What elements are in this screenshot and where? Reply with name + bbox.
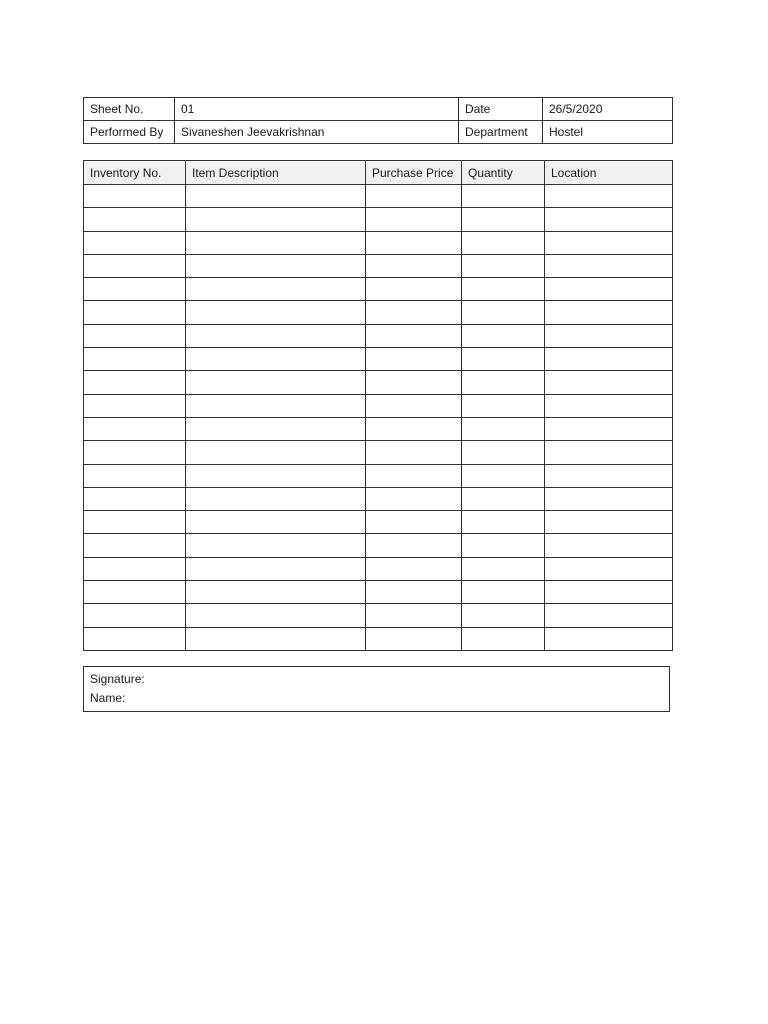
table-cell	[545, 394, 673, 417]
table-cell	[366, 511, 462, 534]
table-cell	[366, 254, 462, 277]
table-cell	[462, 581, 545, 604]
table-cell	[366, 534, 462, 557]
department-value: Hostel	[543, 121, 673, 144]
table-cell	[186, 581, 366, 604]
table-cell	[186, 557, 366, 580]
table-cell	[462, 557, 545, 580]
table-cell	[545, 185, 673, 208]
date-label: Date	[459, 98, 543, 121]
table-cell	[462, 185, 545, 208]
table-cell	[84, 511, 186, 534]
table-cell	[186, 208, 366, 231]
table-cell	[186, 487, 366, 510]
table-row	[84, 464, 673, 487]
table-cell	[462, 231, 545, 254]
table-cell	[462, 627, 545, 650]
table-cell	[84, 627, 186, 650]
table-cell	[366, 464, 462, 487]
table-cell	[366, 627, 462, 650]
table-row	[84, 278, 673, 301]
table-cell	[186, 627, 366, 650]
table-row	[84, 394, 673, 417]
table-cell	[366, 581, 462, 604]
table-cell	[84, 464, 186, 487]
table-cell	[366, 417, 462, 440]
table-cell	[186, 464, 366, 487]
table-cell	[462, 417, 545, 440]
table-cell	[545, 208, 673, 231]
column-header-inventory-no: Inventory No.	[84, 161, 186, 185]
table-cell	[462, 604, 545, 627]
table-row	[84, 371, 673, 394]
table-cell	[186, 534, 366, 557]
table-cell	[462, 348, 545, 371]
table-cell	[186, 604, 366, 627]
table-cell	[186, 301, 366, 324]
table-cell	[545, 627, 673, 650]
table-cell	[545, 324, 673, 347]
table-row	[84, 557, 673, 580]
table-row	[84, 348, 673, 371]
table-cell	[84, 231, 186, 254]
sheet-header-table	[83, 97, 673, 144]
sheet-no-value: 01	[175, 98, 459, 121]
table-cell	[545, 441, 673, 464]
table-cell	[186, 511, 366, 534]
table-cell	[366, 208, 462, 231]
table-cell	[84, 441, 186, 464]
header-row-sheet	[84, 98, 673, 121]
table-cell	[545, 464, 673, 487]
table-cell	[462, 441, 545, 464]
performed-by-value: Sivaneshen Jeevakrishnan	[175, 121, 459, 144]
table-cell	[84, 604, 186, 627]
inventory-body	[84, 185, 673, 651]
table-cell	[462, 371, 545, 394]
table-row	[84, 208, 673, 231]
signature-label: Signature:	[90, 672, 145, 686]
table-cell	[462, 208, 545, 231]
table-cell	[545, 581, 673, 604]
table-cell	[462, 464, 545, 487]
header-row-performed	[84, 121, 673, 144]
table-cell	[84, 487, 186, 510]
table-cell	[84, 557, 186, 580]
table-cell	[84, 534, 186, 557]
table-row	[84, 441, 673, 464]
table-cell	[186, 394, 366, 417]
table-cell	[462, 254, 545, 277]
table-cell	[462, 511, 545, 534]
table-cell	[84, 301, 186, 324]
table-row	[84, 231, 673, 254]
table-cell	[366, 487, 462, 510]
table-cell	[186, 185, 366, 208]
table-row	[84, 511, 673, 534]
table-cell	[84, 394, 186, 417]
table-row	[84, 604, 673, 627]
table-cell	[84, 324, 186, 347]
table-cell	[462, 324, 545, 347]
inventory-header-row	[84, 161, 673, 185]
table-row	[84, 627, 673, 650]
table-cell	[545, 254, 673, 277]
table-cell	[186, 231, 366, 254]
performed-by-label: Performed By	[84, 121, 175, 144]
table-cell	[186, 348, 366, 371]
table-cell	[186, 278, 366, 301]
table-cell	[366, 394, 462, 417]
inventory-table	[83, 160, 673, 651]
table-cell	[545, 301, 673, 324]
table-cell	[545, 604, 673, 627]
table-cell	[186, 371, 366, 394]
table-cell	[462, 301, 545, 324]
table-cell	[186, 417, 366, 440]
table-cell	[366, 348, 462, 371]
table-cell	[366, 604, 462, 627]
table-cell	[84, 417, 186, 440]
table-cell	[366, 557, 462, 580]
table-cell	[366, 371, 462, 394]
column-header-purchase-price: Purchase Price	[366, 161, 462, 185]
table-row	[84, 254, 673, 277]
column-header-location: Location	[545, 161, 673, 185]
table-row	[84, 185, 673, 208]
table-cell	[462, 487, 545, 510]
table-cell	[545, 231, 673, 254]
table-cell	[545, 511, 673, 534]
table-cell	[186, 324, 366, 347]
table-cell	[462, 394, 545, 417]
name-label: Name:	[90, 691, 126, 705]
table-cell	[84, 581, 186, 604]
table-cell	[84, 278, 186, 301]
table-cell	[366, 324, 462, 347]
table-row	[84, 417, 673, 440]
table-cell	[545, 487, 673, 510]
table-cell	[84, 208, 186, 231]
signature-box	[83, 666, 670, 712]
department-label: Department	[459, 121, 543, 144]
table-row	[84, 581, 673, 604]
table-cell	[545, 557, 673, 580]
table-row	[84, 324, 673, 347]
table-cell	[545, 348, 673, 371]
table-row	[84, 301, 673, 324]
sheet-no-label: Sheet No.	[84, 98, 175, 121]
table-cell	[366, 301, 462, 324]
table-cell	[84, 254, 186, 277]
table-cell	[84, 348, 186, 371]
table-row	[84, 487, 673, 510]
table-cell	[462, 534, 545, 557]
table-cell	[366, 231, 462, 254]
table-cell	[366, 441, 462, 464]
table-cell	[545, 534, 673, 557]
column-header-quantity: Quantity	[462, 161, 545, 185]
table-cell	[366, 278, 462, 301]
date-value: 26/5/2020	[543, 98, 673, 121]
table-row	[84, 534, 673, 557]
table-cell	[545, 417, 673, 440]
table-cell	[545, 278, 673, 301]
table-cell	[84, 371, 186, 394]
table-cell	[186, 254, 366, 277]
column-header-item-description: Item Description	[186, 161, 366, 185]
table-cell	[84, 185, 186, 208]
table-cell	[462, 278, 545, 301]
table-cell	[186, 441, 366, 464]
table-cell	[545, 371, 673, 394]
table-cell	[366, 185, 462, 208]
